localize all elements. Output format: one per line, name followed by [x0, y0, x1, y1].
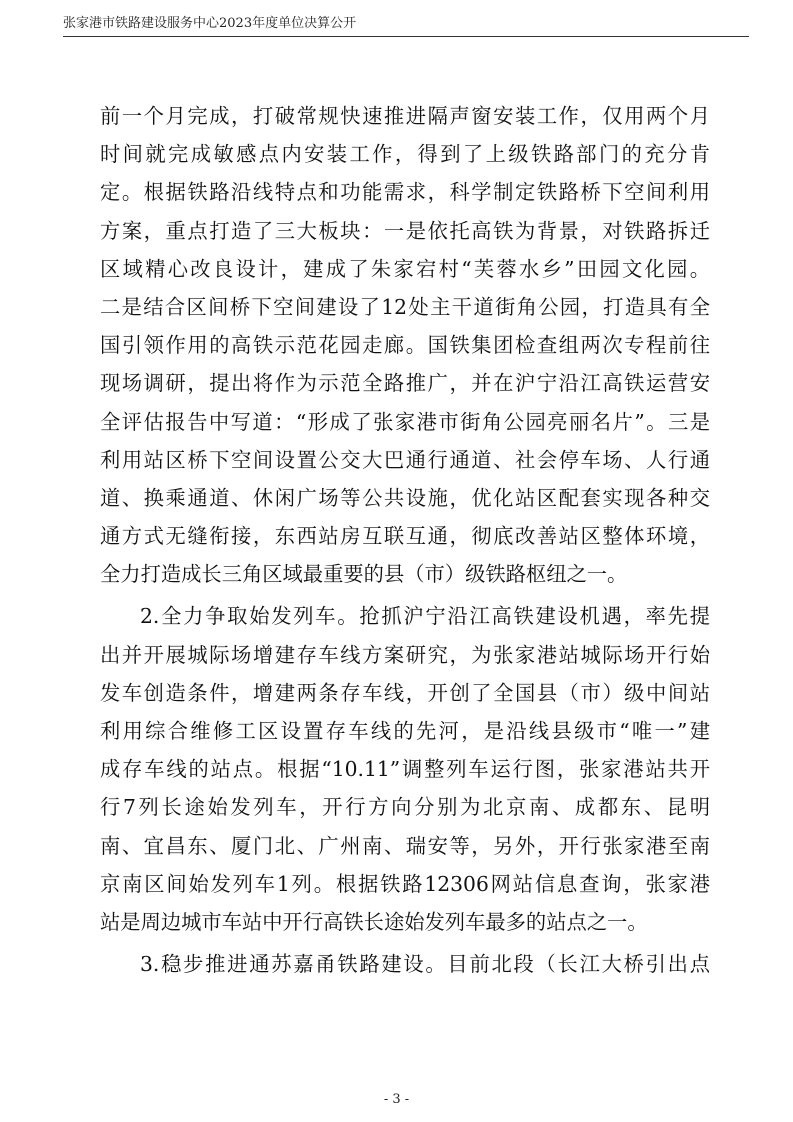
- text-line: 国引领作用的高铁示范花园走廊。国铁集团检查组两次专程前往: [100, 333, 710, 358]
- page-number: - 3 -: [383, 1092, 410, 1107]
- text-line: 行7列长途始发列车，开行方向分别为北京南、成都东、昆明: [100, 795, 710, 820]
- page-header: 张家港市铁路建设服务中心2023年度单位决算公开: [63, 16, 357, 31]
- text-line: 现场调研，提出将作为示范全路推广，并在沪宁沿江高铁运营安: [100, 371, 710, 396]
- text-line: 成存车线的站点。根据“10.11”调整列车运行图，张家港站共开: [100, 757, 710, 782]
- text-line: 区域精心改良设计，建成了朱家宕村“芙蓉水乡”田园文化园。: [100, 256, 710, 281]
- text-line: 方案，重点打造了三大板块：一是依托高铁为背景，对铁路拆迁: [100, 218, 710, 243]
- text-line: 全评估报告中写道：“形成了张家港市街角公园亮丽名片”。三是: [100, 409, 710, 434]
- text-line: 发车创造条件，增建两条存车线，开创了全国县（市）级中间站: [100, 680, 710, 705]
- text-line: 通方式无缝衔接，东西站房互联互通，彻底改善站区整体环境，: [100, 524, 710, 549]
- text-line: 全力打造成长三角区域最重要的县（市）级铁路枢纽之一。: [100, 562, 628, 587]
- text-line: 南、宜昌东、厦门北、广州南、瑞安等，另外，开行张家港至南: [100, 833, 710, 858]
- text-line: 定。根据铁路沿线特点和功能需求，科学制定铁路桥下空间利用: [100, 180, 710, 205]
- text-line: 利用综合维修工区设置存车线的先河，是沿线县级市“唯一”建: [100, 719, 710, 743]
- header-divider: [63, 36, 749, 37]
- text-line: 道、换乘通道、休闲广场等公共设施，优化站区配套实现各种交: [100, 485, 710, 510]
- text-line: 前一个月完成，打破常规快速推进隔声窗安装工作，仅用两个月: [100, 104, 710, 128]
- document-body: [100, 97, 710, 983]
- text-line: 站是周边城市车站中开行高铁长途始发列车最多的站点之一。: [100, 909, 648, 934]
- section-heading-line: 2.全力争取始发列车。抢抓沪宁沿江高铁建设机遇，率先提: [140, 604, 710, 629]
- text-line: 二是结合区间桥下空间建设了12处主干道街角公园，打造具有全: [100, 294, 710, 319]
- text-line: 时间就完成敏感点内安装工作，得到了上级铁路部门的充分肯: [100, 142, 710, 167]
- text-line: 京南区间始发列车1列。根据铁路12306网站信息查询，张家港: [100, 871, 710, 896]
- text-line: 出并开展城际场增建存车线方案研究，为张家港站城际场开行始: [100, 642, 710, 667]
- text-line: 利用站区桥下空间设置公交大巴通行通道、社会停车场、人行通: [100, 447, 710, 472]
- section-heading-line: 3.稳步推进通苏嘉甬铁路建设。目前北段（长江大桥引出点: [140, 952, 710, 977]
